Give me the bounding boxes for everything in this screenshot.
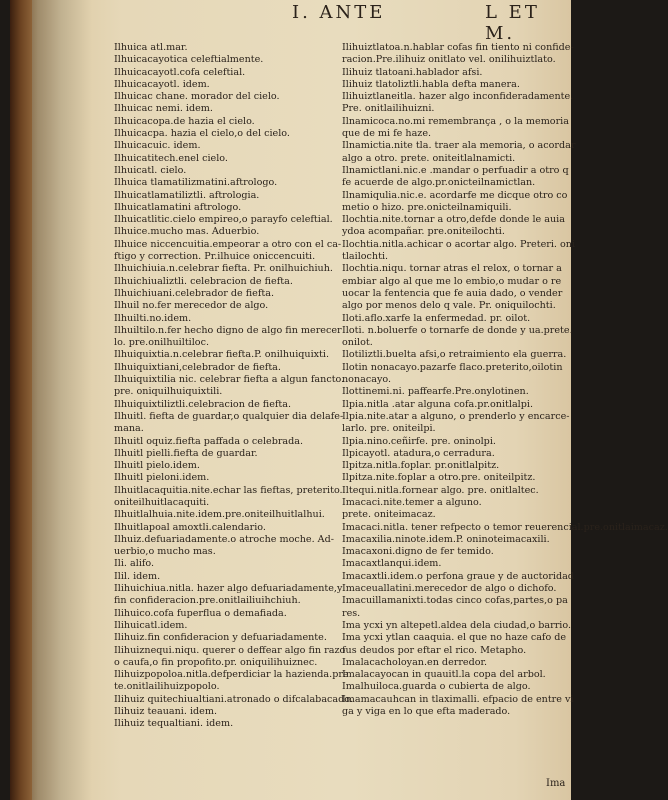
dictionary-entry: Ilhuicatitech.enel cielo. <box>114 152 228 164</box>
dictionary-entry: prete. oniteimacaz. <box>342 509 436 521</box>
dictionary-entry: tlailochti. <box>342 251 389 263</box>
dictionary-entry: oniteilhuitlacaquiti. <box>114 496 210 508</box>
dictionary-entry: Imalhuiloca.guarda o cubierta de algo. <box>342 681 531 693</box>
dictionary-entry: Ilihuizpopoloa.nitla.defperdiciar la hazienda.pre <box>114 669 349 681</box>
dictionary-entry: Imacaci.nitla. tener refpecto o temor reuerencial.pre.onitlaimacaz. <box>342 521 668 533</box>
page-fold-shadow <box>32 0 92 800</box>
dictionary-entry: Ilhuice.mucho mas. Aduerbio. <box>114 226 260 238</box>
dictionary-entry: Ilpicayotl. atadura,o cerradura. <box>342 447 495 459</box>
dictionary-entry: Ilhuilti.no.idem. <box>114 312 192 324</box>
dictionary-entry: Ilhuica tlamatilizmatini.aftrologo. <box>114 177 278 189</box>
dictionary-entry: Ilottinemi.ni. paffearfe.Pre.onylotinen. <box>342 386 529 398</box>
dictionary-entry: uerbio,o mucho mas. <box>114 546 216 558</box>
dictionary-entry: Ilihuiz.fin confideracion y defuariadamente. <box>114 632 327 644</box>
dictionary-entry: Ilil. idem. <box>114 570 161 582</box>
dictionary-entry: Ilhuitl. fiefta de guardar,o qualquier dia delafe- <box>114 410 344 422</box>
dictionary-entry: Ilihuiztlaneitla. hazer algo inconfideradamente. <box>342 91 574 103</box>
dictionary-entry: o caufa,o fin propofito.pr. oniquilihuiznec. <box>114 656 318 668</box>
dictionary-entry: Imacaci.nite.temer a alguno. <box>342 496 482 508</box>
dictionary-entry: Ilhuicacayotl. idem. <box>114 78 210 90</box>
header-right: L ET M. <box>485 2 540 44</box>
dictionary-entry: Ilhuiquixtiani,celebrador de fiefta. <box>114 361 281 373</box>
dictionary-entry: Ilhuicatl. cielo. <box>114 164 187 176</box>
dictionary-entry: Ima ycxi yn altepetl.aldea dela ciudad,o barrio. <box>342 619 572 631</box>
running-header <box>10 2 571 44</box>
dictionary-entry: Ilochtia.nitla.achicar o acortar algo. Preteri. oni <box>342 238 576 250</box>
dictionary-entry: Ilihuiz tequaltiani. idem. <box>114 718 234 730</box>
dictionary-entry: Ilhuicac chane. morador del cielo. <box>114 91 280 103</box>
dictionary-entry: Iloti.aflo.xarfe la enfermedad. pr. oilot. <box>342 312 531 324</box>
dictionary-entry: Ilochtia.nite.tornar a otro,defde donde le auia <box>342 214 565 226</box>
dictionary-entry: Ilnamicoca.no.mi remembrança , o la memoria <box>342 115 569 127</box>
dictionary-entry: fe acuerde de algo.pr.onicteilnamictlan. <box>342 177 536 189</box>
dictionary-entry: Ilhuicacopa.de hazia el cielo. <box>114 115 255 127</box>
header-left: I. ANTE <box>292 2 386 23</box>
dictionary-entry: Ilhuitl pielo.idem. <box>114 460 200 472</box>
dictionary-entry: Ilhuil no.fer merecedor de algo. <box>114 300 269 312</box>
dictionary-entry: embiar algo al que me lo embio,o mudar o re <box>342 275 562 287</box>
dictionary-entry: Ilhuiltilo.n.fer hecho digno de algo fin merecer <box>114 324 342 336</box>
dictionary-entry: res. <box>342 607 361 619</box>
dictionary-entry: Ilhuichiuani.celebrador de fiefta. <box>114 287 275 299</box>
dictionary-entry: Imacaxoni.digno de fer temido. <box>342 546 494 558</box>
dictionary-entry: ydoa acompañar. pre.oniteilochti. <box>342 226 505 238</box>
dictionary-entry: Ilpia.nite.atar a alguno, o prenderlo y encarce- <box>342 410 570 422</box>
dictionary-entry: Ilhuitlalhuia.nite.idem.pre.oniteilhuitlalhui. <box>114 509 325 521</box>
catchword: Ima <box>546 778 566 789</box>
dictionary-entry: Ilpitza.nite.foplar a otro.pre. oniteilpitz. <box>342 472 536 484</box>
dictionary-entry: algo por menos delo q vale. Pr. oniquilochti. <box>342 300 556 312</box>
dictionary-entry: uocar la fentencia que fe auia dado, o vender <box>342 287 563 299</box>
dictionary-entry: metio o hizo. pre.onicteilnamiquili. <box>342 201 512 213</box>
dictionary-entry: Ili. alifo. <box>114 558 155 570</box>
dictionary-entry: Ilnamictia.nite tla. traer ala memoria, o acordar <box>342 140 576 152</box>
dictionary-entry: ga y viga en lo que efta maderado. <box>342 706 511 718</box>
dictionary-entry: que de mi fe haze. <box>342 128 432 140</box>
dictionary-entry: Ilpia.nitla .atar alguna cofa.pr.onitlalpi. <box>342 398 533 410</box>
dictionary-entry: Ilhuichiualiztli. celebracion de fiefta. <box>114 275 293 287</box>
dictionary-entry: Iltequi.nitla.fornear algo. pre. onitlaltec. <box>342 484 539 496</box>
dictionary-entry: Ilnamiqulia.nic.e. acordarfe me dicque otro co <box>342 189 568 201</box>
dictionary-entry: Ilhuitlapoal amoxtli.calendario. <box>114 521 266 533</box>
dictionary-entry: ftigo y correction. Pr.ilhuice oniccencuiti. <box>114 251 316 263</box>
dictionary-entry: Ilpitza.nitla.foplar. pr.onitlalpitz. <box>342 460 500 472</box>
dictionary-entry: Ilhuitlacaquitia.nite.echar las fieftas, preterito. <box>114 484 343 496</box>
dictionary-entry: Ilihuiztlatoa.n.hablar cofas fin tiento ni confide- <box>342 42 574 53</box>
dictionary-entry: racion.Pre.ilihuiz onitlato vel. onilihuiztlato. <box>342 54 556 66</box>
dictionary-entry: onilot. <box>342 337 373 349</box>
dictionary-entry: Ima ycxi ytlan caaquia. el que no haze cafo de <box>342 632 567 644</box>
dictionary-entry: Ilhuitl oquiz.fiefta paffada o celebrada. <box>114 435 304 447</box>
dictionary-entry: Ilnamictlani.nic.e .mandar o perfuadir a otro q <box>342 164 569 176</box>
dictionary-entry: Ilhuiquixtilia nic. celebrar fiefta a algun fancto. <box>114 374 345 386</box>
dictionary-entry: Ilhuiz.defuariadamente.o atroche moche. Ad- <box>114 533 334 545</box>
dictionary-entry: Imaceuallatini.merecedor de algo o dichofo. <box>342 583 557 595</box>
dictionary-entry: Ilhuice niccencuitia.empeorar a otro con el ca- <box>114 238 342 250</box>
dictionary-entry: fin confideracion.pre.onitlailiuihchiuh. <box>114 595 301 607</box>
dictionary-entry: Ilhuicacuic. idem. <box>114 140 201 152</box>
dictionary-entry: te.onitlailihuizpopolo. <box>114 681 220 693</box>
dictionary-entry: Ilihuicatl.idem. <box>114 619 188 631</box>
dictionary-entry: Ilochtia.niqu. tornar atras el relox, o tornar a <box>342 263 562 275</box>
dictionary-entry: pre. oniquilhuiquixtili. <box>114 386 223 398</box>
dictionary-entry: Ilihuiz teauani. idem. <box>114 706 217 718</box>
dictionary-entry: Ilhuicatlamatiliztli. aftrologia. <box>114 189 260 201</box>
dictionary-entry: nonacayo. <box>342 374 392 386</box>
dictionary-entry: Ilhuicacayotica celeftialmente. <box>114 54 264 66</box>
book-spine <box>10 0 32 800</box>
dictionary-entry: Imamacauhcan in tlaximalli. efpacio de entre vi <box>342 693 574 705</box>
dictionary-entry: Imalacacholoyan.en derredor. <box>342 656 488 668</box>
dictionary-entry: Ilhuicatlamatini aftrologo. <box>114 201 242 213</box>
dictionary-entry: Ilotiliztli.buelta afsi,o retraimiento ela guerra. <box>342 349 567 361</box>
dictionary-entry: Ilhuicatlitic.cielo empireo,o parayfo celeftial. <box>114 214 333 226</box>
dictionary-entry: Ilhuichiuia.n.celebrar fiefta. Pr. onilhuichiuh. <box>114 263 333 275</box>
dictionary-entry: mana. <box>114 423 144 435</box>
dictionary-entry: Ilhuitl pielli.fiefta de guardar. <box>114 447 258 459</box>
dictionary-entry: Ilotin nonacayo.pazarfe flaco.preterito,oilotin <box>342 361 563 373</box>
dictionary-entry: Ilhuicac nemi. idem. <box>114 103 213 115</box>
right-column <box>342 42 668 718</box>
dictionary-entry: Ilihuiznequi.niqu. querer o deffear algo fin razo <box>114 644 346 656</box>
dictionary-entry: Imacuillamanixti.todas cinco cofas,partes,o pa <box>342 595 568 607</box>
dictionary-entry: Ilihuiz quitechiualtiani.atronado o difcalabacado. <box>114 693 353 705</box>
dictionary-entry: Imacaxtli.idem.o perfona graue y de auctoridad <box>342 570 574 582</box>
dictionary-entry: Ilhuicacayotl.cofa celeftial. <box>114 66 246 78</box>
dictionary-entry: Ilihuiz tlatoani.hablador afsi. <box>342 66 483 78</box>
book-page <box>10 0 668 800</box>
dictionary-entry: algo a otro. prete. oniteitlalnamicti. <box>342 152 516 164</box>
dictionary-entry: lo. pre.onilhuiltiloc. <box>114 337 210 349</box>
dictionary-entry: Imalacayocan in quauitl.la copa del arbol. <box>342 669 546 681</box>
dictionary-entry: fus deudos por eftar el rico. Metapho. <box>342 644 527 656</box>
dictionary-entry: Ilhuiquixtiliztli.celebracion de fiefta. <box>114 398 292 410</box>
dictionary-entry: Ilihuico.cofa fuperflua o demafiada. <box>114 607 287 619</box>
dictionary-entry: Ilhuiquixtia.n.celebrar fiefta.P. onilhuiquixti. <box>114 349 330 361</box>
dictionary-entry: Ilihuiz tlatoliztli.habla defta manera. <box>342 78 520 90</box>
dictionary-entry: Imacaxtlanqui.idem. <box>342 558 442 570</box>
dictionary-entry: Imacaxilia.ninote.idem.P. oninoteimacaxili. <box>342 533 550 545</box>
dictionary-entry: Ilihuichiua.nitla. hazer algo defuariadamente,y <box>114 583 343 595</box>
dictionary-entry: Ilhuicacpa. hazia el cielo,o del cielo. <box>114 128 290 140</box>
dictionary-entry: Ilhuica atl.mar. <box>114 42 188 53</box>
dictionary-entry: Iloti. n.boluerfe o tornarfe de donde y ua.prete. <box>342 324 573 336</box>
dictionary-entry: Ilpia.nino.ceñirfe. pre. oninolpi. <box>342 435 496 447</box>
dictionary-entry: larlo. pre. oniteilpi. <box>342 423 436 435</box>
dictionary-entry: Pre. onitlailihuizni. <box>342 103 435 115</box>
dictionary-entry: Ilhuitl pieloni.idem. <box>114 472 210 484</box>
